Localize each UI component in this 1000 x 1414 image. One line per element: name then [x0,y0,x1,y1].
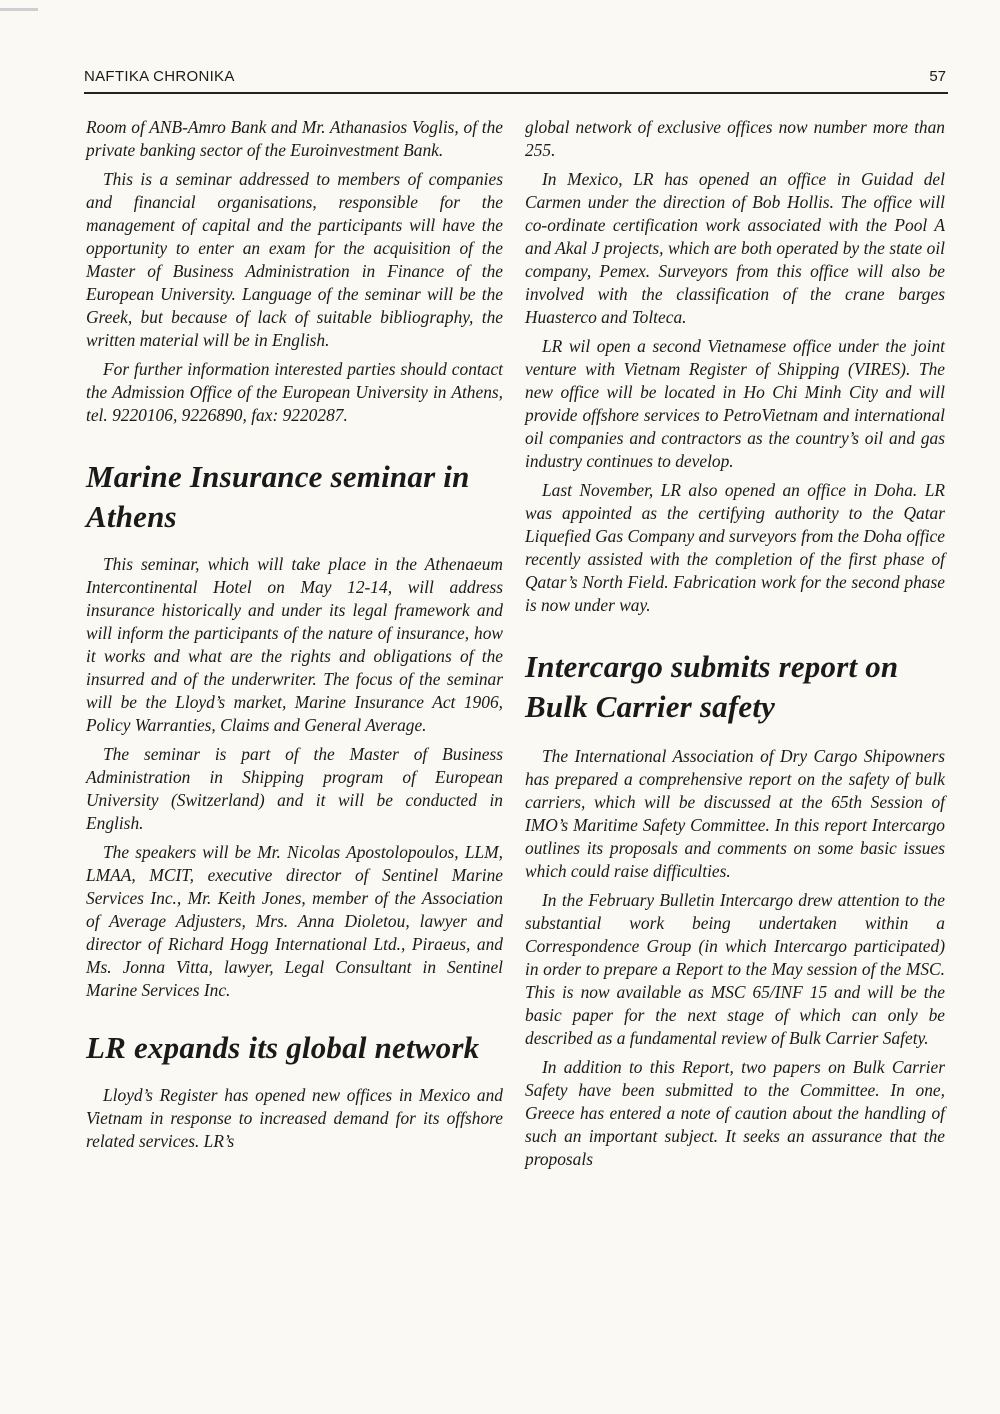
article-paragraph: For further information interested parties should contact the Admission Office of the European University in Athens, tel. 9220106, 9226890, fax: 9220287. [86,359,503,425]
marine-insurance-heading: Marine Insurance seminar in Athens [86,459,470,534]
article-paragraph: In Mexico, LR has opened an office in Guidad del Carmen under the direction of Bob Hollis. The office will co-ordinate certification work associated with the Pool A and Akal J projects, which are both operated by the state oil company, Pemex. Surveyors from this office will also be involved with the classification of the crane barges Huasterco and Tolteca. [525,169,945,327]
article-paragraph: This is a seminar addressed to members of companies and financial organisations, responsible for the management of capital and the participants will have the opportunity to enter an exam for the acquisition of the Master of Business Administration in Finance of the European University. Language of the seminar will be the Greek, but because of lack of suitable bibliography, the written material will be in English. [86,169,503,350]
lr-expands-heading: LR expands its global network [86,1030,480,1065]
magazine-title: NAFTIKA CHRONIKA [84,68,235,85]
article-paragraph: global network of exclusive offices now number more than 255. [525,117,945,160]
intercargo-heading: Intercargo submits report on Bulk Carrier safety [525,649,899,724]
scan-corner-mark [0,8,38,11]
left-column [86,116,503,1159]
article-paragraph: LR wil open a second Vietnamese office under the joint venture with Vietnam Register of Shipping (VIRES). The new office will be located in Ho Chi Minh City and will provide offshore services to PetroVietnam and international oil companies and contractors as the country’s oil and gas industry continues to develop. [525,336,945,471]
page-number: 57 [929,68,946,85]
article-paragraph: Last November, LR also opened an office in Doha. LR was appointed as the certifying authority to the Qatar Liquefied Gas Company and surveyors from the Doha office recently assisted with the completion of the first phase of Qatar’s North Field. Fabrication work for the second phase is now under way. [525,480,945,615]
right-column [525,116,945,1177]
article-paragraph: Room of ANB-Amro Bank and Mr. Athanasios Voglis, of the private banking sector of the Euroinvestment Bank. [86,117,503,160]
article-paragraph: The speakers will be Mr. Nicolas Apostolopoulos, LLM, LMAA, MCIT, executive director of Sentinel Marine Services Inc., Mr. Keith Jones, member of the Association of Average Adjusters, Mrs. Anna Dioletou, lawyer and director of Richard Hogg International Ltd., Piraeus, and Ms. Jonna Vitta, lawyer, Legal Consultant in Sentinel Marine Services Inc. [86,842,503,1000]
page-header [84,64,948,94]
article-paragraph: In the February Bulletin Intercargo drew attention to the substantial work being undertaken within a Correspondence Group (in which Intercargo participated) in order to prepare a Report to the May session of the MSC. This is now available as MSC 65/INF 15 and will be the basic paper for the next stage of which can only be described as a fundamental review of Bulk Carrier Safety. [525,890,945,1048]
article-paragraph: The seminar is part of the Master of Business Administration in Shipping program of European University (Switzerland) and it will be conducted in English. [86,744,503,833]
article-paragraph: In addition to this Report, two papers on Bulk Carrier Safety have been submitted to the Committee. In one, Greece has entered a note of caution about the handling of such an important subject. It seeks an assurance that the proposals [525,1057,945,1169]
article-paragraph: The International Association of Dry Cargo Shipowners has prepared a comprehensive report on the safety of bulk carriers, which will be discussed at the 65th Session of IMO’s Maritime Safety Committee. In this report Intercargo outlines its proposals and comments on some basic issues which could raise difficulties. [525,746,945,881]
article-paragraph: This seminar, which will take place in the Athenaeum Intercontinental Hotel on May 12-14, will address insurance historically and under its legal framework and will inform the participants of the nature of insurance, how it works and what are the rights and obligations of the insurred and of the underwriter. The focus of the seminar will be the Lloyd’s market, Marine Insurance Act 1906, Policy Warranties, Claims and General Average. [86,554,503,735]
article-paragraph: Lloyd’s Register has opened new offices in Mexico and Vietnam in response to increased demand for its offshore related services. LR’s [86,1085,503,1151]
